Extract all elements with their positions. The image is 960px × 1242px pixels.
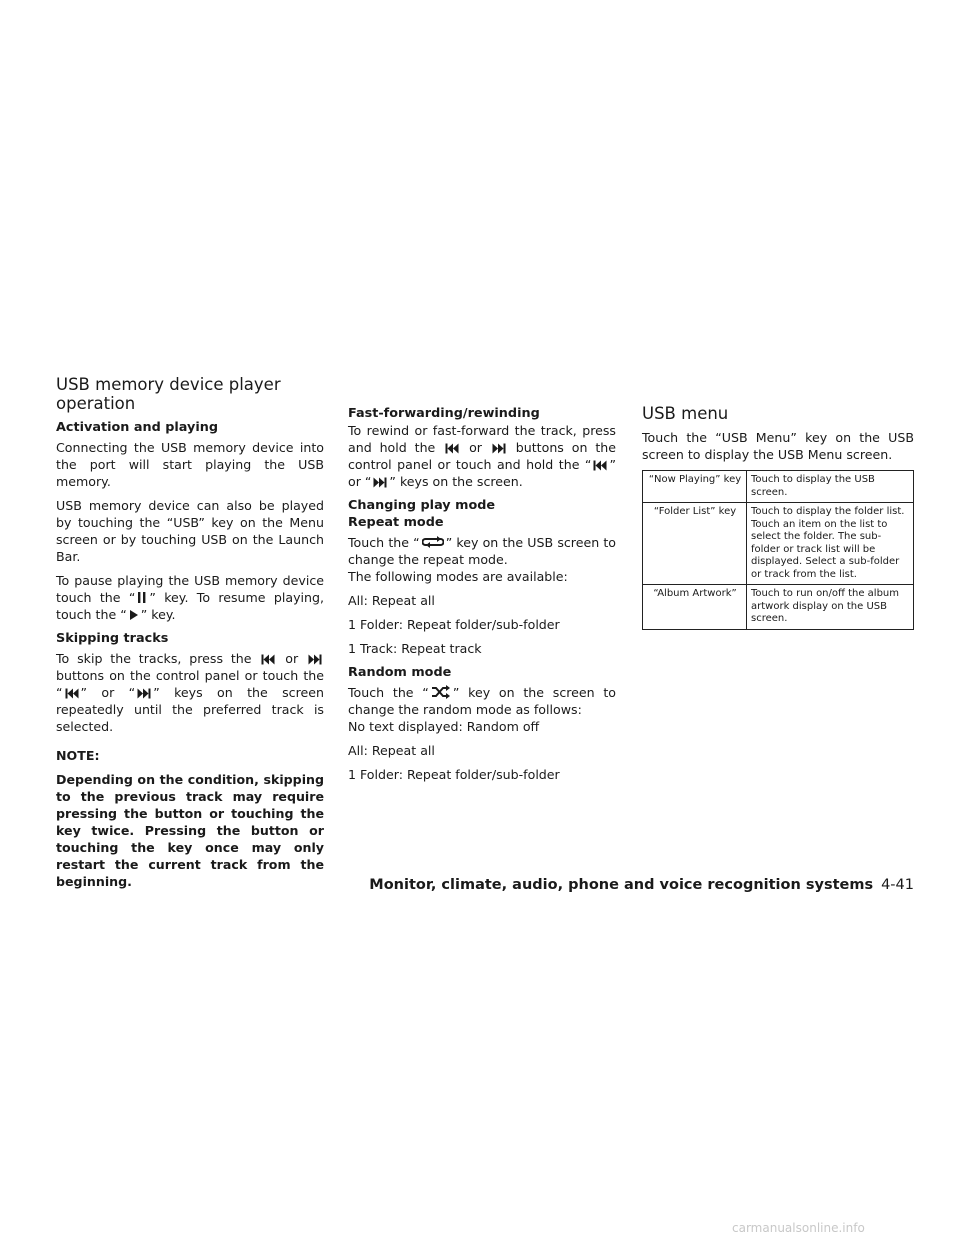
column-3: [642, 375, 914, 630]
mode-item: No text displayed: Random off: [348, 719, 540, 734]
text: ” key. To resume playing, touch the “: [56, 590, 324, 622]
paragraph: The following modes are available:: [348, 569, 568, 584]
table-cell-key: “Album Artwork”: [643, 585, 747, 630]
mode-item: 1 Folder: Repeat folder/sub-folder: [348, 617, 560, 632]
paragraph-skip: [56, 650, 324, 735]
subheading-repeat: Repeat mode: [348, 515, 444, 530]
table-row: [643, 585, 914, 630]
paragraph-fast-forward: [348, 422, 616, 490]
mode-item: 1 Track: Repeat track: [348, 641, 482, 656]
mode-item: 1 Folder: Repeat folder/sub-folder: [348, 767, 560, 782]
pause-icon: [137, 591, 147, 604]
page-footer: [369, 877, 914, 893]
next-track-icon: [308, 654, 322, 665]
usb-menu-table: [642, 470, 914, 630]
table-cell-key: “Now Playing” key: [643, 471, 747, 503]
subheading-fast-forward: Fast-forwarding/rewinding: [348, 406, 540, 421]
column-1: [56, 375, 324, 897]
text: ” or “: [80, 685, 136, 700]
subheading-random: Random mode: [348, 665, 452, 680]
text: buttons on the control panel or touch the “: [56, 668, 324, 700]
text: ” keys on the screen.: [389, 474, 523, 489]
next-track-icon: [492, 443, 506, 454]
page-number: 4-41: [881, 877, 914, 893]
text: ” key.: [140, 607, 176, 622]
note-text: Depending on the condition, skipping to the previous track may require pressing the button or touching the key twice. Pressing the button or touching the key once may only restart the current track from the beginning.: [56, 772, 324, 889]
table-row: [643, 471, 914, 503]
text: Touch the “: [348, 535, 420, 550]
paragraph: Touch the “USB Menu” key on the USB screen to display the USB Menu screen.: [642, 430, 914, 462]
text: To rewind or fast-forward the track, press and hold the: [348, 423, 616, 455]
table-cell-desc: Touch to run on/off the album artwork display on the USB screen.: [747, 585, 914, 630]
play-icon: [129, 609, 139, 621]
table-cell-desc: Touch to display the folder list. Touch an item on the list to select the folder. The sub-folder or track list will be displayed. Select a sub-folder or track from the list.: [747, 503, 914, 585]
watermark: carmanualsonline.info: [732, 1221, 865, 1235]
previous-track-icon: [65, 688, 79, 699]
paragraph-random: [348, 684, 616, 718]
subheading-skipping: Skipping tracks: [56, 631, 169, 646]
section-heading-usb-player: USB memory device player operation: [56, 375, 281, 413]
table-cell-desc: Touch to display the USB screen.: [747, 471, 914, 503]
shuffle-icon: [431, 685, 451, 699]
previous-track-icon: [445, 443, 459, 454]
text: To pause playing the USB memory device touch the “: [56, 573, 324, 605]
text: or: [285, 651, 299, 666]
subheading-play-mode: Changing play mode: [348, 498, 496, 513]
table-cell-key: “Folder List” key: [643, 503, 747, 585]
paragraph: Connecting the USB memory device into the port will start playing the USB memory.: [56, 440, 324, 489]
text: ” keys on the screen repeatedly until the preferred track is selected.: [56, 685, 324, 734]
paragraph-pause: [56, 572, 324, 623]
paragraph-repeat: [348, 534, 616, 568]
section-heading-usb-menu: USB menu: [642, 404, 729, 423]
text: ” key on the screen to change the random mode as follows:: [348, 685, 617, 717]
footer-section-title: Monitor, climate, audio, phone and voice recognition systems: [369, 877, 874, 893]
text: buttons on the control panel or touch and hold the “: [348, 440, 616, 472]
next-track-icon: [373, 477, 387, 488]
mode-item: All: Repeat all: [348, 743, 435, 758]
text: To skip the tracks, press the: [56, 651, 252, 666]
note-label: NOTE:: [56, 748, 100, 763]
text: Touch the “: [348, 685, 429, 700]
text: or: [469, 440, 482, 455]
mode-item: All: Repeat all: [348, 593, 435, 608]
paragraph: USB memory device can also be played by touching the “USB” key on the Menu screen or by touching USB on the Launch Bar.: [56, 498, 324, 564]
next-track-icon: [137, 688, 151, 699]
subheading-activation: Activation and playing: [56, 420, 218, 435]
text: ” or “: [348, 457, 616, 489]
repeat-icon: [422, 535, 444, 549]
previous-track-icon: [261, 654, 275, 665]
previous-track-icon: [593, 460, 607, 471]
column-2: [348, 375, 616, 790]
text: ” key on the USB screen to change the repeat mode.: [348, 535, 616, 567]
table-row: [643, 503, 914, 585]
